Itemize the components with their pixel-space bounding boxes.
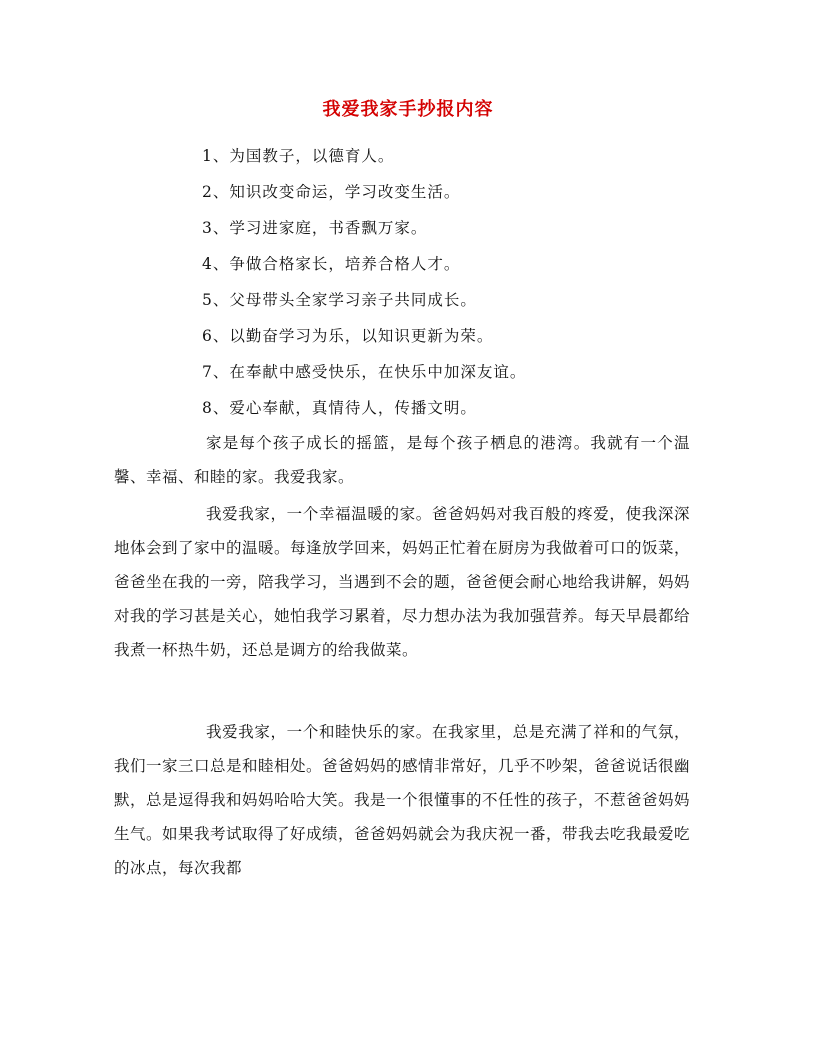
list-item: 4、争做合格家长，培养合格人才。	[202, 255, 461, 273]
page-title: 我爱我家手抄报内容	[322, 99, 494, 120]
list-item: 1、为国教子，以德育人。	[202, 147, 395, 165]
list-item: 6、以勤奋学习为乐，以知识更新为荣。	[202, 327, 494, 345]
slogan-list	[202, 138, 682, 426]
paragraph-happy-family: 我爱我家，一个和睦快乐的家。在我家里，总是充满了祥和的气氛，我们一家三口总是和睦相处。爸爸妈妈的感情非常好，几乎不吵架，爸爸说话很幽默，总是逗得我和妈妈哈哈大笑。我是一个很懂事的不任性的孩子，不惹爸爸妈妈生气。如果我考试取得了好成绩，爸爸妈妈就会为我庆祝一番，带我去吃我最爱吃的冰点，每次我都	[114, 723, 691, 877]
list-item: 7、在奉献中感受快乐，在快乐中加深友谊。	[202, 363, 527, 381]
paragraph-warm-family: 我爱我家，一个幸福温暖的家。爸爸妈妈对我百般的疼爱，使我深深地体会到了家中的温暖。每逢放学回来，妈妈正忙着在厨房为我做着可口的饭菜，爸爸坐在我的一旁，陪我学习，当遇到不会的题，爸爸便会耐心地给我讲解，妈妈对我的学习甚是关心，她怕我学习累着，尽力想办法为我加强营养。每天早晨都给我煮一杯热牛奶，还总是调方的给我做菜。	[114, 505, 691, 659]
list-item: 5、父母带头全家学习亲子共同成长。	[202, 291, 477, 309]
paragraph-intro: 家是每个孩子成长的摇篮，是每个孩子栖息的港湾。我就有一个温馨、幸福、和睦的家。我爱我家。	[114, 434, 690, 486]
list-item: 3、学习进家庭，书香飘万家。	[202, 219, 428, 237]
list-item: 8、爱心奉献，真情待人，传播文明。	[202, 399, 477, 417]
list-item: 2、知识改变命运，学习改变生活。	[202, 183, 461, 201]
